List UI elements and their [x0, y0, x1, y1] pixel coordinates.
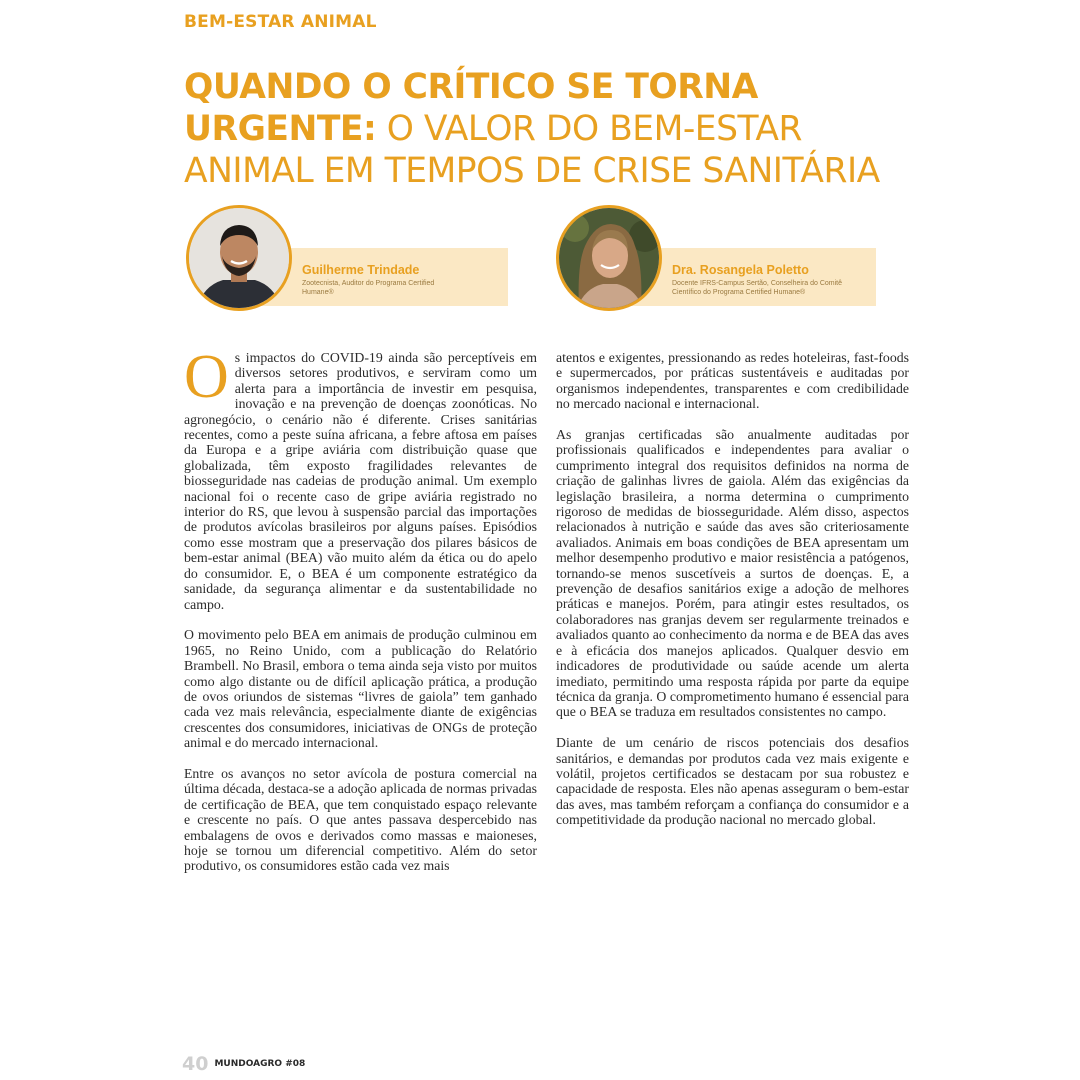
- author-photo: [556, 205, 662, 311]
- page-footer: [182, 1053, 305, 1075]
- drop-cap: O: [184, 343, 229, 411]
- article-paragraph: [184, 343, 537, 612]
- headline-line-1: QUANDO O CRÍTICO SE TORNA: [184, 67, 758, 107]
- headline-line-3: ANIMAL EM TEMPOS DE CRISE SANITÁRIA: [184, 151, 880, 191]
- page-number: 40: [182, 1053, 209, 1075]
- author-photo: [186, 205, 292, 311]
- author-role-line-1: Docente IFRS-Campus Sertão, Conselheira do Comitê: [672, 280, 843, 287]
- article-paragraph: atentos e exigentes, pressionando as redes hoteleiras, fast-foods e supermercados, por práticas sustentáveis e auditadas por organismos independentes, transparentes e com credibilidade no mercado nacional e internacional.: [556, 350, 909, 412]
- article-column-right: [556, 350, 909, 828]
- author-role-line-1: Zootecnista, Auditor do Programa Certified: [302, 280, 435, 287]
- headline: [184, 66, 944, 192]
- author-role: [672, 279, 842, 297]
- headline-line-2-bold: URGENTE:: [184, 109, 377, 149]
- article-paragraph: O movimento pelo BEA em animais de produção culminou em 1965, no Reino Unido, com a publicação do Relatório Brambell. No Brasil, embora o tema ainda seja visto por muitos como algo distante ou de difícil aplicação prática, a produção de ovos oriundos de sistemas “livres de gaiola” tem ganhado cada vez mais relevância, especialmente diante de exigências crescentes dos consumidores, iniciativas de ONGs de proteção animal e do mercado internacional.: [184, 627, 537, 751]
- man-portrait-icon: [189, 208, 289, 308]
- author-role-line-2: Científico do Programa Certified Humane®: [672, 289, 806, 296]
- headline-line-2-light: O VALOR DO BEM-ESTAR: [376, 109, 802, 149]
- magazine-issue: MUNDOAGRO #08: [214, 1059, 306, 1069]
- author-role-line-2: Humane®: [302, 289, 334, 296]
- section-tag: BEM-ESTAR ANIMAL: [184, 12, 377, 32]
- author-card-2: [556, 205, 886, 309]
- article-column-left: [184, 343, 537, 874]
- author-role: [302, 279, 434, 297]
- author-name: Guilherme Trindade: [302, 263, 420, 277]
- woman-portrait-icon: [559, 208, 659, 308]
- article-paragraph: As granjas certificadas são anualmente auditadas por profissionais qualificados e independentes para avaliar o cumprimento integral dos requisitos definidos na norma de criação de galinhas livres de gaiola. Além das exigências da legislação brasileira, a norma determina o cumprimento rigoroso de medidas de biosseguridade. Além disso, aspectos relacionados à nutrição e saúde das aves são criteriosamente avaliados. Animais em boas condições de BEA apresentam um melhor desempenho produtivo e maior resistência a patógenos, tornando-se menos suscetíveis a surtos de doenças. E, a prevenção de desafios sanitários exige a adoção de melhores práticas e manejos. Porém, para atingir estes resultados, os colaboradores nas granjas devem ser regularmente treinados e avaliados quanto ao conhecimento da norma e de BEA das aves e à eficácia dos manejos aplicados. Qualquer desvio em indicadores de produtividade ou saúde acende um alerta imediato, permitindo uma resposta rápida por parte da equipe técnica da granja. O comprometimento humano é essencial para que o BEA se traduza em resultados consistentes no campo.: [556, 427, 909, 720]
- author-name: Dra. Rosangela Poletto: [672, 263, 809, 277]
- paragraph-text: s impactos do COVID-19 ainda são perceptíveis em diversos setores produtivos, e serviram como um alerta para a importância de investir em pesquisa, inovação e na prevenção de doenças zoonóticas. No agronegócio, o cenário não é diferente. Crises sanitárias recentes, como a peste suína africana, a febre aftosa em países da Europa e a gripe aviária com distribuição quase que globalizada, têm exposto fragilidades relevantes de biosseguridade nas cadeias de produção animal. Um exemplo nacional foi o recente caso de gripe aviária registrado no interior do RS, que levou à suspensão parcial das importações de produtos avícolas brasileiros por alguns países. Episódios como esse mostram que a preservação dos pilares básicos de bem-estar animal (BEA) vão muito além da ética ou do apelo do consumidor. E, o BEA é um componente estratégico da sanidade, da segurança alimentar e da sustentabilidade no campo.: [184, 350, 537, 612]
- article-paragraph: Entre os avanços no setor avícola de postura comercial na última década, destaca-se a adoção aplicada de normas privadas de certificação de BEA, que tem conquistado espaço relevante e crescente no país. O que antes passava despercebido nas embalagens de ovos e derivados como massas e maioneses, hoje se tornou um diferencial competitivo. Além do setor produtivo, os consumidores estão cada vez mais: [184, 765, 537, 874]
- author-card-1: [186, 205, 510, 309]
- article-paragraph: Diante de um cenário de riscos potenciais dos desafios sanitários, e demandas por produtos cada vez mais exigente e volátil, projetos certificados se destacam por sua robustez e capacidade de resposta. Eles não apenas asseguram o bem-estar das aves, mas também reforçam a confiança do consumidor e a competitividade da produção nacional no mercado global.: [556, 735, 909, 828]
